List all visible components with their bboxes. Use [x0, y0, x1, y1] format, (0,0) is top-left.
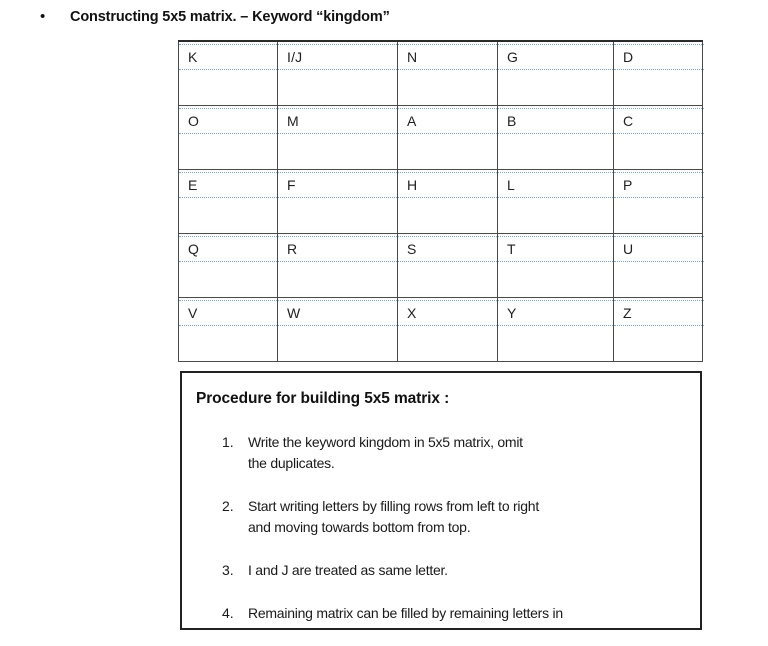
- cell-guides: [398, 234, 497, 297]
- cell-guides: [498, 42, 613, 105]
- list-item: [182, 432, 700, 474]
- cell-guides: [398, 42, 497, 105]
- matrix-letter: N: [407, 49, 418, 65]
- matrix-cell: [278, 41, 398, 106]
- table-row: [179, 106, 703, 170]
- list-item: [182, 496, 700, 538]
- matrix-cell: [498, 41, 614, 106]
- matrix-cell: [278, 298, 398, 362]
- list-item-text: [248, 603, 563, 624]
- slide-heading: [36, 6, 736, 28]
- list-item-number: 3.: [222, 562, 234, 578]
- table-row: [179, 298, 703, 362]
- cell-guides: [614, 42, 702, 105]
- list-item: [182, 560, 700, 581]
- matrix-letter: W: [287, 305, 301, 321]
- matrix-letter: D: [623, 49, 634, 65]
- matrix-cell: [398, 298, 498, 362]
- matrix-table-body: [179, 41, 703, 362]
- heading-text: Constructing 5x5 matrix. – Keyword “kingdom”: [70, 9, 390, 25]
- cell-guides: [278, 170, 397, 233]
- matrix-letter: T: [507, 241, 516, 257]
- procedure-title: Procedure for building 5x5 matrix :: [196, 390, 450, 407]
- list-item: [182, 603, 700, 624]
- list-item-number: 2.: [222, 498, 234, 514]
- matrix-letter: U: [623, 241, 634, 257]
- cell-guides: [278, 106, 397, 169]
- cell-guides: [614, 234, 702, 297]
- matrix-letter: O: [188, 113, 200, 129]
- matrix-letter: S: [407, 241, 417, 257]
- matrix-letter: Z: [623, 305, 632, 321]
- matrix-letter: X: [407, 305, 417, 321]
- cell-guides: [179, 298, 277, 361]
- table-row: [179, 41, 703, 106]
- matrix-cell: [614, 106, 703, 170]
- list-item-line: the duplicates.: [248, 455, 335, 471]
- matrix-letter: H: [407, 177, 418, 193]
- list-item-line: and moving towards bottom from top.: [248, 519, 471, 535]
- cell-guides: [614, 170, 702, 233]
- matrix-cell: [179, 234, 278, 298]
- cell-guides: [398, 170, 497, 233]
- list-item-line: Remaining matrix can be filled by remaining letters in: [248, 605, 563, 621]
- matrix-letter: G: [507, 49, 519, 65]
- matrix-cell: [398, 41, 498, 106]
- matrix-letter: B: [507, 113, 517, 129]
- cell-guides: [498, 234, 613, 297]
- cell-guides: [614, 298, 702, 361]
- table-row: [179, 234, 703, 298]
- list-item-line: Start writing letters by filling rows from left to right: [248, 498, 539, 514]
- matrix-cell: [614, 298, 703, 362]
- matrix-cell: [398, 170, 498, 234]
- cell-guides: [179, 234, 277, 297]
- matrix-cell: [614, 170, 703, 234]
- cell-guides: [278, 42, 397, 105]
- cell-guides: [278, 298, 397, 361]
- cell-guides: [498, 298, 613, 361]
- cell-guides: [278, 234, 397, 297]
- matrix-table: [178, 40, 703, 362]
- matrix-cell: [398, 106, 498, 170]
- matrix-letter: K: [188, 49, 198, 65]
- matrix-cell: [498, 234, 614, 298]
- matrix-cell: [278, 170, 398, 234]
- cell-guides: [179, 106, 277, 169]
- list-item-text: [248, 560, 448, 581]
- matrix-letter: V: [188, 305, 198, 321]
- list-item-number: 1.: [222, 434, 234, 450]
- cell-guides: [398, 298, 497, 361]
- matrix-letter: R: [287, 241, 298, 257]
- matrix-cell: [398, 234, 498, 298]
- matrix-letter: F: [287, 177, 296, 193]
- matrix-cell: [179, 106, 278, 170]
- matrix-cell: [278, 234, 398, 298]
- list-item-text: [248, 496, 539, 538]
- list-item-line: Write the keyword kingdom in 5x5 matrix, omit: [248, 434, 523, 450]
- matrix-letter: E: [188, 177, 198, 193]
- cell-guides: [614, 106, 702, 169]
- bullet-icon: •: [40, 8, 46, 25]
- procedure-list: [182, 432, 700, 624]
- procedure-box: [180, 371, 702, 630]
- cell-guides: [498, 170, 613, 233]
- matrix-letter: P: [623, 177, 633, 193]
- matrix-letter: I/J: [287, 49, 303, 65]
- list-item-number: 4.: [222, 605, 234, 621]
- matrix-letter: L: [507, 177, 515, 193]
- matrix-cell: [179, 41, 278, 106]
- cell-guides: [498, 106, 613, 169]
- matrix-letter: M: [287, 113, 299, 129]
- matrix-cell: [498, 106, 614, 170]
- matrix-cell: [498, 298, 614, 362]
- matrix-cell: [498, 170, 614, 234]
- table-row: [179, 170, 703, 234]
- matrix-cell: [614, 41, 703, 106]
- matrix-cell: [614, 234, 703, 298]
- list-item-text: [248, 432, 523, 474]
- matrix-letter: C: [623, 113, 634, 129]
- matrix-cell: [179, 170, 278, 234]
- matrix-cell: [278, 106, 398, 170]
- cell-guides: [179, 170, 277, 233]
- cell-guides: [179, 42, 277, 105]
- cell-guides: [398, 106, 497, 169]
- list-item-line: I and J are treated as same letter.: [248, 562, 448, 578]
- matrix-cell: [179, 298, 278, 362]
- matrix-letter: Q: [188, 241, 200, 257]
- matrix-letter: Y: [507, 305, 517, 321]
- matrix-letter: A: [407, 113, 417, 129]
